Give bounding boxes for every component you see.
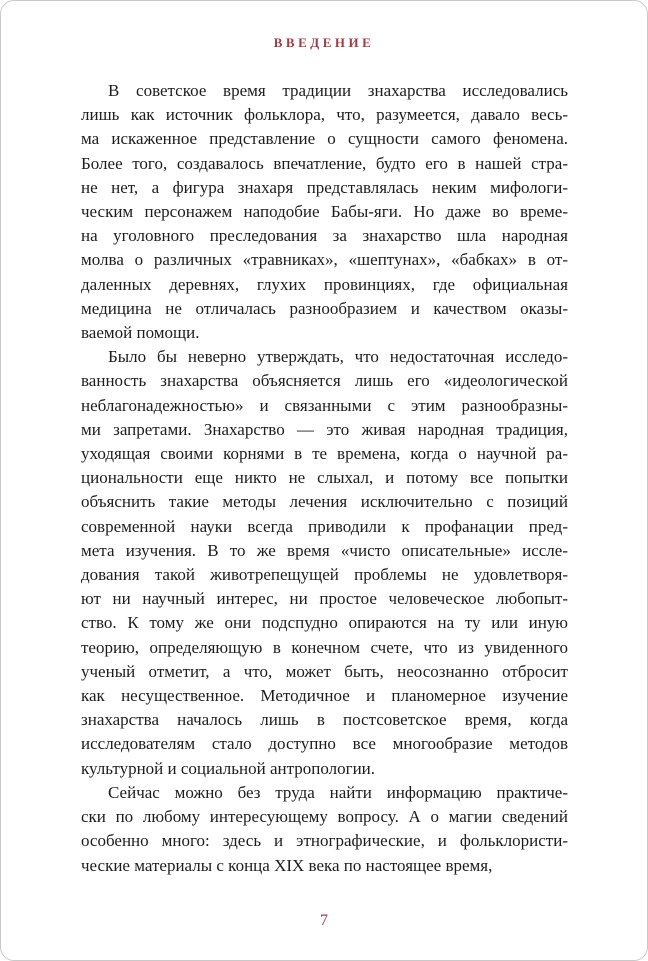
text-line: Более того, создавалось впечатление, будто его в нашей стра-: [81, 153, 568, 173]
text-line: дования такой животрепещущей проблемы не удовлетворя-: [81, 565, 568, 585]
text-line: В советское время традиции знахарства исследовались: [108, 81, 568, 100]
text-line: ванность знахарства объясняется лишь его «идеологической: [81, 371, 568, 391]
text-line: ческие материалы с конца XIX века по настоящее время,: [81, 855, 493, 875]
chapter-header: ВВЕДЕНИЕ: [273, 35, 375, 50]
text-line: уходящая своими корнями в те времена, когда о научной ра-: [81, 444, 568, 464]
text-line: знахарства началось лишь в постсоветское время, когда: [81, 710, 568, 730]
text-line: не нет, а фигура знахаря представлялась неким мифологи-: [81, 177, 568, 197]
text-line: ски по любому интересующему вопросу. А о магии сведений: [81, 807, 568, 827]
text-line: даленных деревнях, глухих провинциях, где официальная: [81, 274, 568, 294]
text-line: ма искаженное представление о сущности самого феномена.: [81, 129, 568, 149]
text-line: ученый отметит, а что, может быть, неосознанно отбросит: [81, 661, 568, 681]
text-line: Сейчас можно без труда найти информацию практиче-: [108, 782, 568, 802]
text-line: лишь как источник фольклора, что, разумеется, давало весь-: [81, 105, 568, 125]
text-line: как несущественное. Методичное и планомерное изучение: [81, 686, 568, 706]
text-line: особенно много: здесь и этнографические, и фольклористи-: [81, 831, 568, 851]
text-line: ство. К тому же они подспудно опираются на ту или иную: [81, 613, 568, 633]
text-line: теорию, определяющую в конечном счете, что из увиденного: [81, 637, 568, 657]
text-line: культурной и социальной антропологии.: [81, 758, 376, 778]
body-text: [81, 79, 568, 878]
text-line: медицина не отличалась разнообразием и качеством оказы-: [81, 298, 568, 318]
paragraph: [81, 781, 568, 878]
text-line: молва о различных «травниках», «шептунах», «бабках» в от-: [81, 250, 568, 270]
text-line: Было бы неверно утверждать, что недостаточная исследо-: [108, 347, 568, 367]
text-line: ческим персонажем наподобие Бабы-яги. Но даже во време-: [81, 202, 568, 222]
text-line: современной науки всегда приводили к профанации пред-: [81, 516, 568, 536]
text-line: ваемой помощи.: [81, 323, 200, 343]
text-line: ют ни научный интерес, ни простое человеческое любопыт-: [81, 589, 568, 609]
page-number: 7: [320, 912, 328, 929]
text-line: ми запретами. Знахарство — это живая народная традиция,: [81, 419, 568, 439]
text-line: неблагонадежностью» и связанными с этим разнообразны-: [81, 395, 568, 415]
text-line: на уголовного преследования за знахарство шла народная: [81, 226, 568, 246]
text-line: объяснить такие методы лечения исключительно с позиций: [81, 492, 568, 512]
text-line: исследователям стало доступно все многообразие методов: [81, 734, 568, 754]
paragraph: [81, 79, 568, 345]
text-line: мета изучения. В то же время «чисто описательные» иссле-: [81, 540, 568, 560]
paragraph: [81, 345, 568, 781]
text-line: циональности еще никто не слыхал, и потому все попытки: [81, 468, 568, 488]
